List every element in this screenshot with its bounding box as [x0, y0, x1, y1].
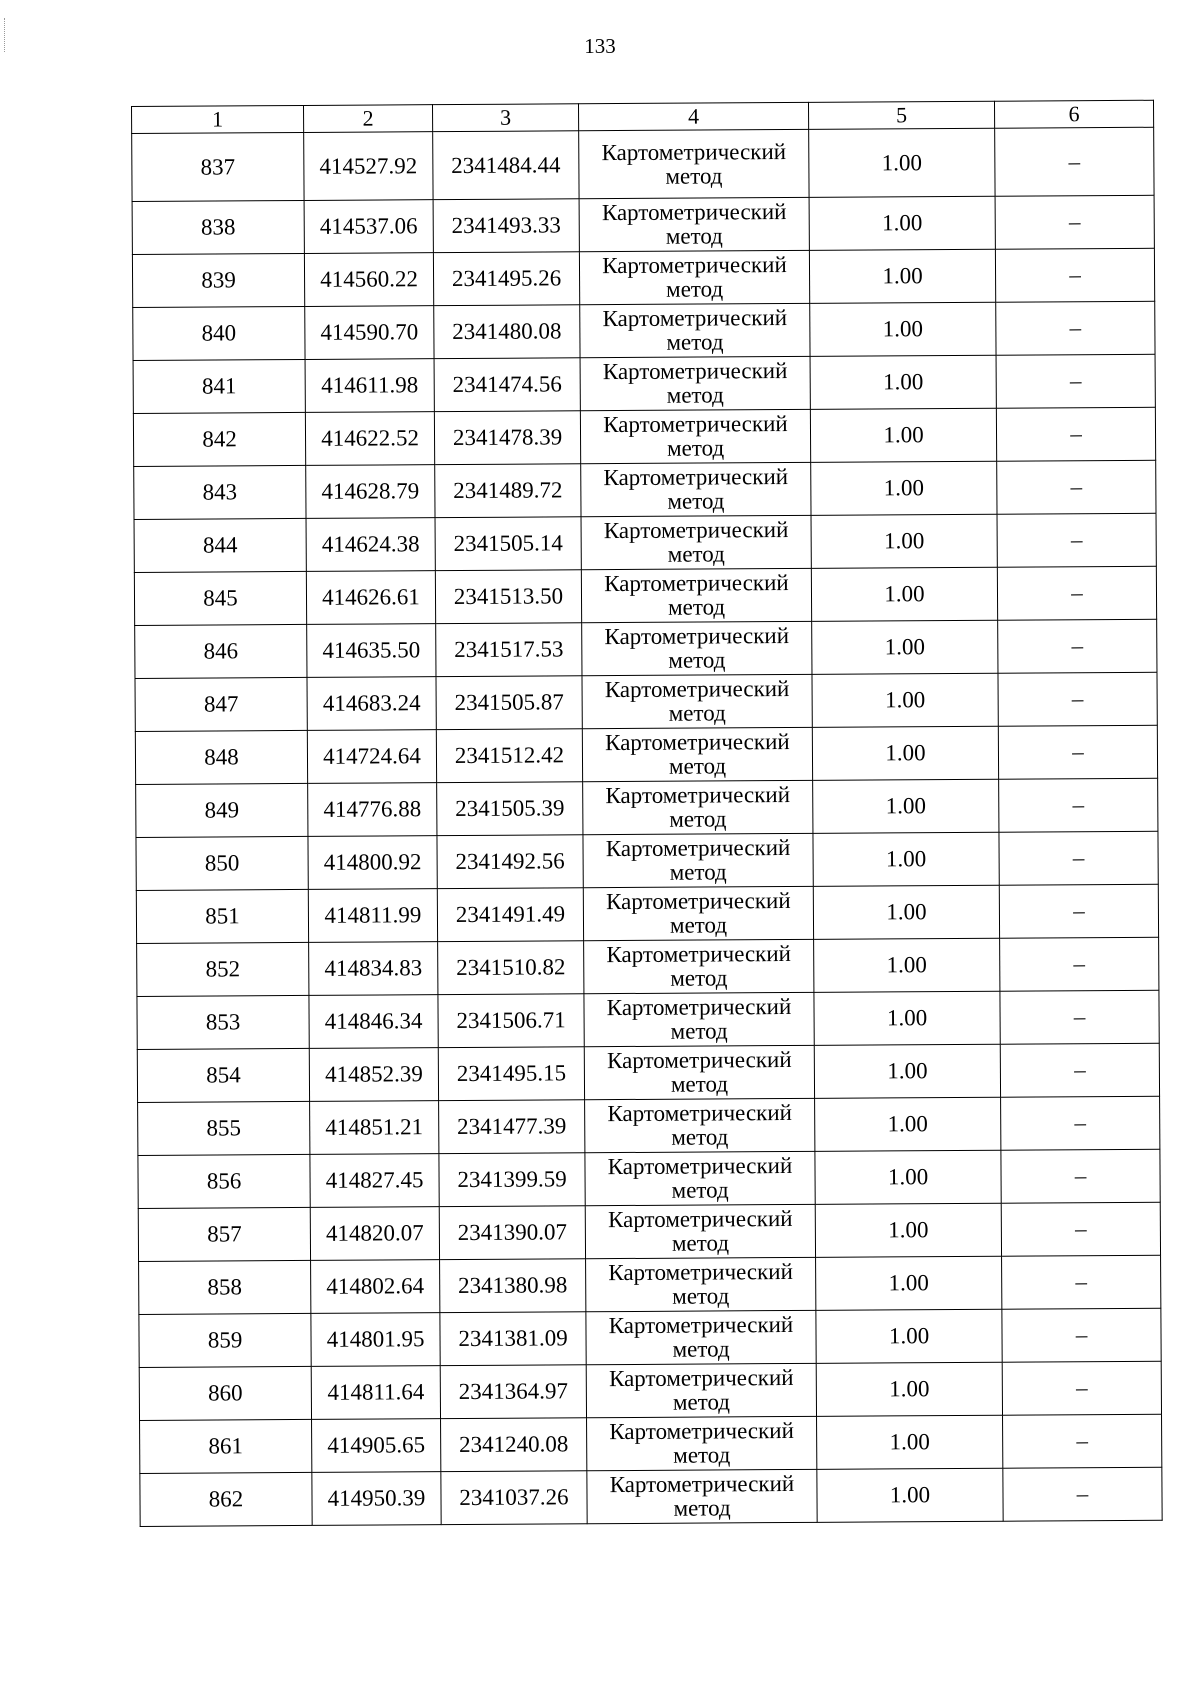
x-coordinate-cell: 414827.45	[310, 1154, 439, 1208]
note-cell: –	[996, 354, 1155, 408]
x-coordinate-cell: 414683.24	[307, 677, 436, 731]
table-row	[134, 566, 1156, 625]
accuracy-cell: 1.00	[809, 196, 995, 250]
y-coordinate-cell: 2341240.08	[441, 1418, 587, 1472]
note-cell: –	[997, 566, 1156, 620]
method-cell: Картометрический метод	[584, 939, 814, 993]
table-row	[137, 990, 1159, 1049]
x-coordinate-cell: 414802.64	[311, 1260, 440, 1314]
x-coordinate-cell: 414628.79	[306, 465, 435, 519]
method-cell: Картометрический метод	[580, 409, 810, 463]
y-coordinate-cell: 2341477.39	[439, 1100, 585, 1154]
note-cell: –	[1003, 1414, 1162, 1468]
x-coordinate-cell: 414950.39	[312, 1472, 441, 1526]
note-cell: –	[998, 672, 1157, 726]
table-row	[139, 1361, 1161, 1420]
x-coordinate-cell: 414846.34	[309, 995, 438, 1049]
note-cell: –	[1000, 990, 1159, 1044]
point-number-cell: 840	[133, 306, 305, 360]
note-cell: –	[1001, 1096, 1160, 1150]
table-row	[135, 672, 1157, 731]
note-cell: –	[1001, 1202, 1160, 1256]
method-cell: Картометрический метод	[585, 1151, 815, 1205]
y-coordinate-cell: 2341480.08	[434, 305, 580, 359]
method-cell: Картометрический метод	[584, 992, 814, 1046]
table-row	[137, 937, 1159, 996]
y-coordinate-cell: 2341495.26	[433, 252, 579, 306]
column-header: 3	[432, 104, 578, 132]
x-coordinate-cell: 414560.22	[304, 253, 433, 307]
x-coordinate-cell: 414622.52	[305, 412, 434, 466]
accuracy-cell: 1.00	[816, 1362, 1002, 1416]
accuracy-cell: 1.00	[816, 1256, 1002, 1310]
x-coordinate-cell: 414852.39	[309, 1048, 438, 1102]
method-cell: Картометрический метод	[586, 1257, 816, 1311]
point-number-cell: 859	[139, 1313, 311, 1367]
method-cell: Картометрический метод	[579, 250, 809, 304]
method-cell: Картометрический метод	[582, 621, 812, 675]
table-row	[137, 1043, 1159, 1102]
accuracy-cell: 1.00	[812, 726, 998, 780]
table-row	[136, 884, 1158, 943]
method-cell: Картометрический метод	[585, 1098, 815, 1152]
table-row	[134, 513, 1156, 572]
y-coordinate-cell: 2341390.07	[439, 1206, 585, 1260]
point-number-cell: 838	[132, 200, 304, 254]
point-number-cell: 853	[137, 995, 309, 1049]
column-header: 1	[132, 105, 304, 133]
point-number-cell: 862	[140, 1472, 312, 1526]
point-number-cell: 857	[138, 1207, 310, 1261]
table-row	[139, 1308, 1161, 1367]
x-coordinate-cell: 414537.06	[304, 200, 433, 254]
table-row	[132, 127, 1154, 201]
accuracy-cell: 1.00	[810, 355, 996, 409]
y-coordinate-cell: 2341512.42	[436, 729, 582, 783]
table-row	[140, 1414, 1162, 1473]
method-cell: Картометрический метод	[581, 515, 811, 569]
table-row	[135, 725, 1157, 784]
y-coordinate-cell: 2341380.98	[440, 1259, 586, 1313]
accuracy-cell: 1.00	[817, 1415, 1003, 1469]
point-number-cell: 852	[137, 942, 309, 996]
point-number-cell: 847	[135, 677, 307, 731]
table-row	[135, 619, 1157, 678]
note-cell: –	[997, 513, 1156, 567]
table-row	[138, 1202, 1160, 1261]
x-coordinate-cell: 414905.65	[312, 1419, 441, 1473]
point-number-cell: 854	[137, 1048, 309, 1102]
point-number-cell: 848	[135, 730, 307, 784]
note-cell: –	[999, 884, 1158, 938]
note-cell: –	[1001, 1149, 1160, 1203]
accuracy-cell: 1.00	[816, 1309, 1002, 1363]
x-coordinate-cell: 414820.07	[310, 1207, 439, 1261]
x-coordinate-cell: 414800.92	[308, 836, 437, 890]
table-row	[139, 1255, 1161, 1314]
x-coordinate-cell: 414624.38	[306, 518, 435, 572]
accuracy-cell: 1.00	[811, 514, 997, 568]
point-number-cell: 858	[139, 1260, 311, 1314]
note-cell: –	[1002, 1308, 1161, 1362]
method-cell: Картометрический метод	[579, 129, 809, 198]
y-coordinate-cell: 2341505.14	[435, 517, 581, 571]
point-number-cell: 860	[139, 1366, 311, 1420]
x-coordinate-cell: 414851.21	[310, 1101, 439, 1155]
method-cell: Картометрический метод	[582, 674, 812, 728]
method-cell: Картометрический метод	[587, 1469, 817, 1523]
table-row	[134, 460, 1156, 519]
table-body	[132, 127, 1162, 1526]
note-cell: –	[999, 778, 1158, 832]
note-cell: –	[1002, 1361, 1161, 1415]
x-coordinate-cell: 414776.88	[308, 783, 437, 837]
accuracy-cell: 1.00	[813, 779, 999, 833]
point-number-cell: 844	[134, 518, 306, 572]
point-number-cell: 837	[132, 132, 304, 201]
column-header: 2	[303, 105, 432, 133]
x-coordinate-cell: 414527.92	[304, 132, 433, 201]
page-number: 133	[584, 34, 616, 58]
point-number-cell: 839	[132, 253, 304, 307]
y-coordinate-cell: 2341484.44	[433, 131, 579, 200]
coordinates-table	[131, 100, 1163, 1527]
point-number-cell: 850	[136, 836, 308, 890]
y-coordinate-cell: 2341510.82	[438, 941, 584, 995]
point-number-cell: 851	[136, 889, 308, 943]
y-coordinate-cell: 2341478.39	[434, 411, 580, 465]
method-cell: Картометрический метод	[586, 1310, 816, 1364]
accuracy-cell: 1.00	[813, 885, 999, 939]
method-cell: Картометрический метод	[587, 1416, 817, 1470]
x-coordinate-cell: 414811.64	[311, 1366, 440, 1420]
accuracy-cell: 1.00	[813, 832, 999, 886]
y-coordinate-cell: 2341495.15	[438, 1047, 584, 1101]
table-row	[138, 1149, 1160, 1208]
point-number-cell: 843	[134, 465, 306, 519]
note-cell: –	[1000, 937, 1159, 991]
point-number-cell: 855	[138, 1101, 310, 1155]
point-number-cell: 849	[136, 783, 308, 837]
table-row	[140, 1467, 1162, 1526]
accuracy-cell: 1.00	[815, 1203, 1001, 1257]
column-header: 6	[994, 100, 1153, 128]
point-number-cell: 841	[133, 359, 305, 413]
method-cell: Картометрический метод	[579, 197, 809, 251]
y-coordinate-cell: 2341517.53	[436, 623, 582, 677]
x-coordinate-cell: 414834.83	[309, 942, 438, 996]
y-coordinate-cell: 2341489.72	[435, 464, 581, 518]
method-cell: Картометрический метод	[583, 886, 813, 940]
y-coordinate-cell: 2341399.59	[439, 1153, 585, 1207]
method-cell: Картометрический метод	[585, 1204, 815, 1258]
accuracy-cell: 1.00	[815, 1150, 1001, 1204]
note-cell: –	[999, 831, 1158, 885]
x-coordinate-cell: 414724.64	[307, 730, 436, 784]
note-cell: –	[1003, 1467, 1162, 1521]
method-cell: Картометрический метод	[586, 1363, 816, 1417]
note-cell: –	[995, 127, 1154, 196]
y-coordinate-cell: 2341491.49	[437, 888, 583, 942]
table-row	[138, 1096, 1160, 1155]
accuracy-cell: 1.00	[815, 1097, 1001, 1151]
accuracy-cell: 1.00	[812, 673, 998, 727]
point-number-cell: 846	[135, 624, 307, 678]
x-coordinate-cell: 414635.50	[307, 624, 436, 678]
x-coordinate-cell: 414611.98	[305, 359, 434, 413]
accuracy-cell: 1.00	[817, 1468, 1003, 1522]
note-cell: –	[995, 248, 1154, 302]
table-row	[136, 778, 1158, 837]
accuracy-cell: 1.00	[811, 567, 997, 621]
note-cell: –	[1002, 1255, 1161, 1309]
table-row	[133, 407, 1155, 466]
point-number-cell: 845	[134, 571, 306, 625]
point-number-cell: 842	[133, 412, 305, 466]
table-row	[133, 301, 1155, 360]
method-cell: Картометрический метод	[581, 568, 811, 622]
y-coordinate-cell: 2341492.56	[437, 835, 583, 889]
x-coordinate-cell: 414811.99	[308, 889, 437, 943]
y-coordinate-cell: 2341037.26	[441, 1471, 587, 1525]
accuracy-cell: 1.00	[812, 620, 998, 674]
y-coordinate-cell: 2341364.97	[440, 1365, 586, 1419]
point-number-cell: 861	[140, 1419, 312, 1473]
method-cell: Картометрический метод	[582, 727, 812, 781]
method-cell: Картометрический метод	[583, 833, 813, 887]
note-cell: –	[998, 619, 1157, 673]
note-cell: –	[995, 195, 1154, 249]
note-cell: –	[998, 725, 1157, 779]
accuracy-cell: 1.00	[809, 249, 995, 303]
accuracy-cell: 1.00	[814, 991, 1000, 1045]
table-row	[136, 831, 1158, 890]
table-row	[133, 354, 1155, 413]
point-number-cell: 856	[138, 1154, 310, 1208]
y-coordinate-cell: 2341493.33	[433, 199, 579, 253]
accuracy-cell: 1.00	[814, 938, 1000, 992]
column-header: 4	[578, 102, 808, 130]
table-row	[132, 195, 1154, 254]
y-coordinate-cell: 2341381.09	[440, 1312, 586, 1366]
accuracy-cell: 1.00	[809, 128, 995, 197]
note-cell: –	[997, 460, 1156, 514]
method-cell: Картометрический метод	[581, 462, 811, 516]
x-coordinate-cell: 414626.61	[306, 571, 435, 625]
table-row	[132, 248, 1154, 307]
x-coordinate-cell: 414801.95	[311, 1313, 440, 1367]
accuracy-cell: 1.00	[814, 1044, 1000, 1098]
y-coordinate-cell: 2341474.56	[434, 358, 580, 412]
method-cell: Картометрический метод	[580, 303, 810, 357]
column-header: 5	[808, 101, 994, 129]
y-coordinate-cell: 2341506.71	[438, 994, 584, 1048]
accuracy-cell: 1.00	[811, 461, 997, 515]
accuracy-cell: 1.00	[810, 408, 996, 462]
x-coordinate-cell: 414590.70	[305, 306, 434, 360]
method-cell: Картометрический метод	[583, 780, 813, 834]
method-cell: Картометрический метод	[584, 1045, 814, 1099]
note-cell: –	[996, 407, 1155, 461]
method-cell: Картометрический метод	[580, 356, 810, 410]
y-coordinate-cell: 2341505.39	[437, 782, 583, 836]
note-cell: –	[996, 301, 1155, 355]
y-coordinate-cell: 2341513.50	[435, 570, 581, 624]
y-coordinate-cell: 2341505.87	[436, 676, 582, 730]
note-cell: –	[1000, 1043, 1159, 1097]
accuracy-cell: 1.00	[810, 302, 996, 356]
